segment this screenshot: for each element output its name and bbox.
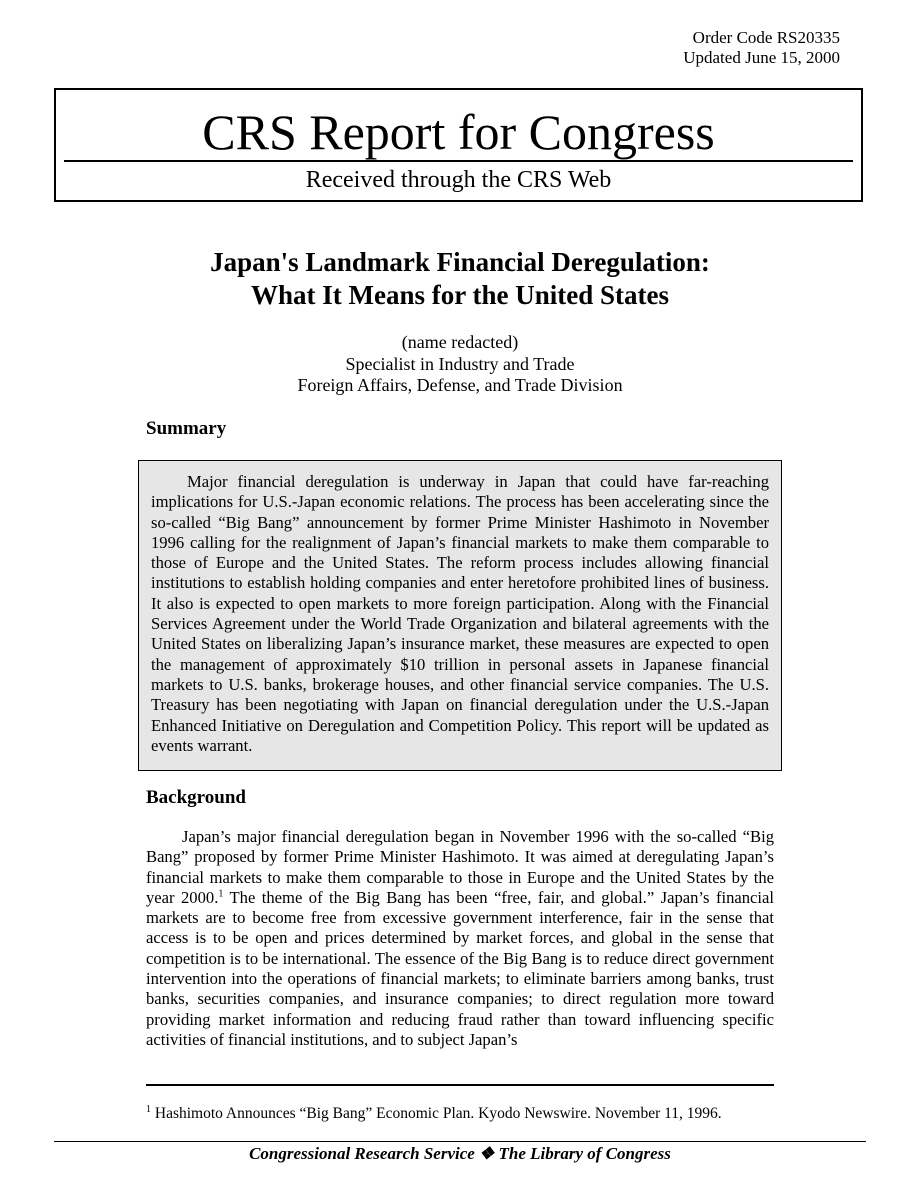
background-text-part-1: Japan’s major financial deregulation began in November 1996 with the so-called “Big Bang” proposed by former Prime Minister Hashimoto. It was aimed at deregulating Japan’s financial markets to make them comparable to those in Europe and the United States by the year 2000.: [146, 827, 774, 907]
background-text-part-2: The theme of the Big Bang has been “free, fair, and global.” Japan’s financial markets are to become free from excessive government interference, fair in the sense that access is to be open and prices determined by market forces, and global in the sense that competition is to be international. The essence of the Big Bang is to reduce direct government intervention into the operations of financial markets; to eliminate barriers among banks, trust banks, securities companies, and insurance companies; to direct regulation more toward providing market information and reducing fraud rather than toward influencing specific activities of financial institutions, and to subject Japan’s: [146, 887, 775, 1049]
footnote-text: Hashimoto Announces “Big Bang” Economic Plan. Kyodo Newswire. November 11, 1996.: [151, 1105, 722, 1122]
report-header-box: [54, 88, 863, 202]
author-title: Specialist in Industry and Trade: [345, 353, 575, 374]
updated-date: Updated June 15, 2000: [683, 48, 840, 67]
page-footer: Congressional Research Service ❖ The Library of Congress: [249, 1144, 671, 1163]
document-title-line-2: What It Means for the United States: [251, 280, 669, 310]
summary-box: [138, 460, 782, 771]
order-code: Order Code RS20335: [692, 28, 840, 47]
document-title: [0, 246, 920, 312]
report-header-title: CRS Report for Congress: [202, 104, 715, 160]
header-divider: [64, 160, 853, 162]
footnote-divider: [146, 1084, 774, 1086]
author-block: [0, 332, 920, 397]
order-info: [683, 28, 840, 68]
background-text: [146, 827, 774, 1050]
footer-divider: [54, 1141, 866, 1142]
report-header-subtitle: Received through the CRS Web: [305, 167, 612, 193]
background-paragraph: [146, 827, 774, 1050]
author-name: (name redacted): [401, 332, 519, 352]
footnote: [146, 1104, 786, 1123]
footnote-reference[interactable]: 1: [218, 888, 224, 900]
background-heading: Background: [146, 787, 246, 808]
summary-heading: Summary: [146, 418, 227, 439]
summary-text: Major financial deregulation is underway in Japan that could have far-reaching implications for U.S.-Japan economic relations. The process has been accelerating since the so-called “Big Bang” announcement by former Prime Minister Hashimoto in November 1996 calling for the realignment of Japan’s financial markets to make them comparable to those of Europe and the United States. The reform process includes allowing financial institutions to establish holding companies and enter heretofore prohibited lines of business. It also is expected to open markets to more foreign participation. Along with the Financial Services Agreement under the World Trade Organization and bilateral agreements with the United States on liberalizing Japan’s insurance market, these measures are expected to open the management of approximately $10 trillion in personal assets in Japanese financial markets to U.S. banks, brokerage houses, and other financial service companies. The U.S. Treasury has been negotiating with Japan on financial deregulation under the U.S.-Japan Enhanced Initiative on Deregulation and Competition Policy. This report will be updated as events warrant.: [151, 472, 769, 755]
author-division: Foreign Affairs, Defense, and Trade Division: [297, 375, 623, 395]
document-title-line-1: Japan's Landmark Financial Deregulation:: [210, 247, 710, 277]
footnote-number: 1: [146, 1103, 151, 1115]
